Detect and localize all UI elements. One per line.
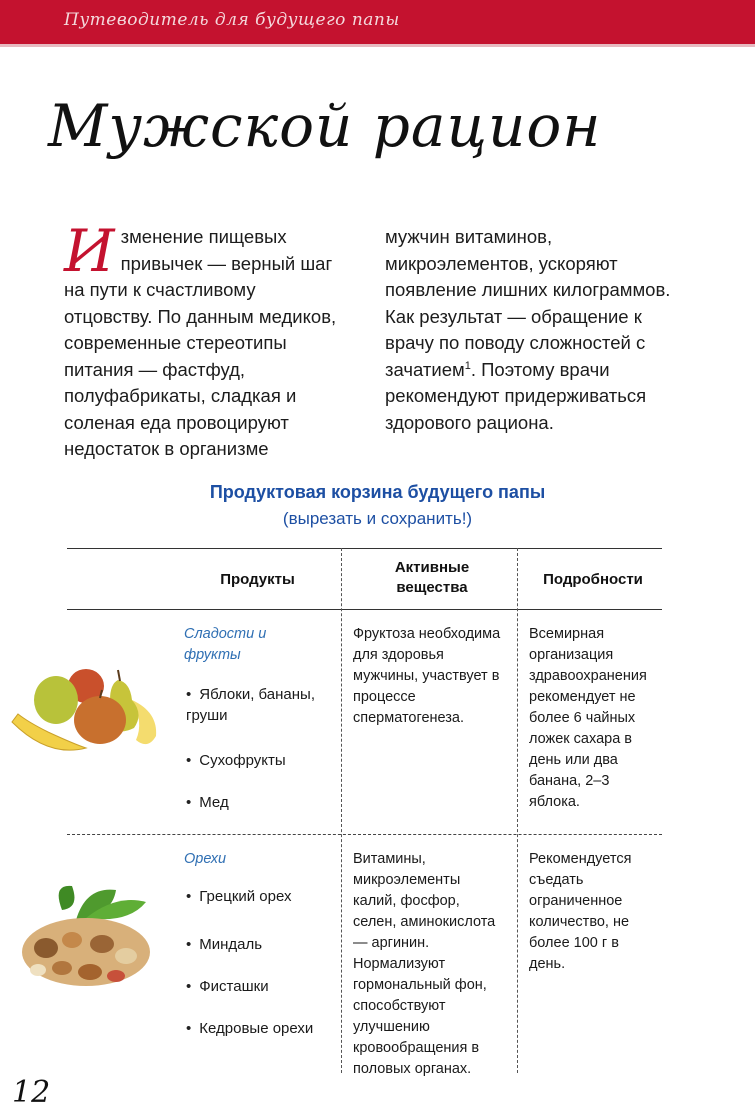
details-nuts: Рекомендуется съедать ограниченное количество, не более 100 г в день. [529,851,632,972]
intro-column-right [385,224,675,436]
category-nuts: Орехи [184,851,227,867]
table-column-divider-2 [517,548,518,1073]
nuts-illustration [16,880,156,992]
list-item: • Кедровые орехи [186,1018,336,1039]
fruit-illustration [8,660,170,760]
page-number: 12 [12,1075,51,1110]
intro-text-right-1: мужчин витаминов, микроэлементов, ускоряют появление лишних килограммов. Как результат — обращение к врачу по поводу сложностей с зачатием [385,226,671,380]
header-divider [0,44,755,47]
list-item: • Фисташки [186,976,336,997]
active-substances-nuts: Витамины, микроэлементы калий, фосфор, селен, аминокислота — аргинин. Нормализуют гормональный фон, способствуют улучшению кровообращения в половых органах. [353,851,496,1077]
table-subtitle: (вырезать и сохранить!) [282,509,473,528]
drop-cap: И [64,217,115,285]
header-products: Продукты [220,571,295,588]
category-sweets-fruits: Сладости и фрукты [184,626,267,663]
running-title: Путеводитель для будущего папы [64,10,400,30]
active-substances-fruits: Фруктоза необходима для здоровья мужчины, участвует в процессе сперматогенеза. [353,626,501,726]
leaf-shape-3 [59,886,75,910]
intro-text-right-2: . Поэтому врачи рекомендуют придерживаться здорового рациона. [385,358,647,433]
list-item: • Яблоки, бананы, груши [186,684,336,726]
table-top-rule [67,548,662,549]
intro-column-left [64,217,344,463]
list-item: • Грецкий орех [186,886,336,907]
header-active-substances: Активные вещества [394,559,470,596]
table-row-divider [67,834,662,835]
green-apple-shape [34,676,78,724]
details-fruits: Всемирная организация здравоохранения рекомендует не более 6 чайных ложек сахара в день или два банана, 2–3 яблока. [529,626,647,810]
footnote-marker: 1 [464,359,471,372]
list-item: • Мед [186,792,336,813]
page-title: Мужской рацион [48,92,602,160]
list-item: • Сухофрукты [186,750,336,771]
list-item: • Миндаль [186,934,336,955]
header-details: Подробности [543,571,643,588]
apple-shape [74,696,126,744]
table-column-divider-1 [341,548,342,1073]
table-header-rule [67,609,662,610]
intro-text-left: зменение пищевых привычек — верный шаг на пути к счастливому отцовству. По данным медиков, современные стереотипы питания — фастфуд, полуфабрикаты, сладкая и соленая еда провоцируют недостаток в организме [64,226,337,459]
table-title: Продуктовая корзина будущего папы [209,482,546,502]
